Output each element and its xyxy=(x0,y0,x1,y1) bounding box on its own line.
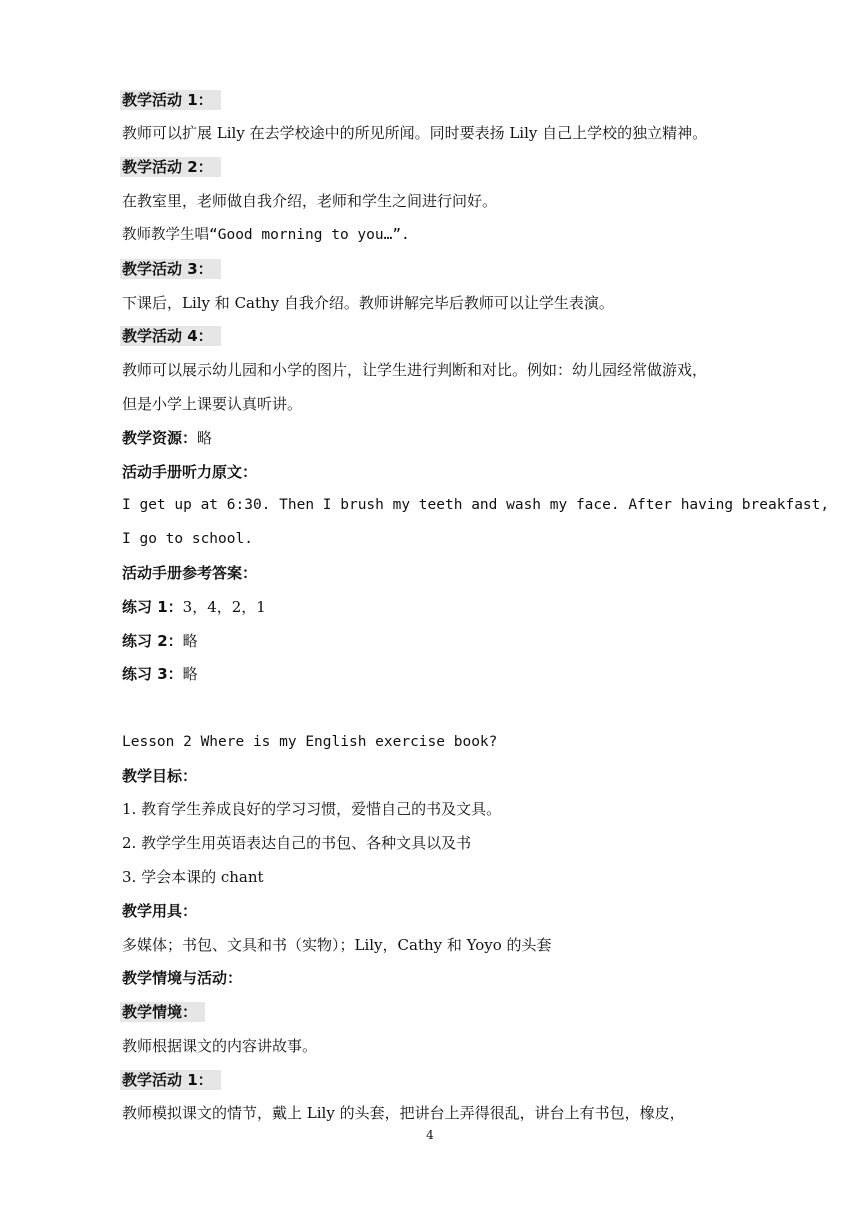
paragraph-line: 下课后，Lily 和 Cathy 自我介绍。教师讲解完毕后教师可以让学生表演。 xyxy=(122,294,614,312)
exercise-value: 略 xyxy=(182,632,198,650)
paragraph-line: 教师模拟课文的情节，戴上 Lily 的头套，把讲台上弄得很乱，讲台上有书包，橡皮， xyxy=(122,1104,685,1122)
exercise-answer xyxy=(122,663,198,685)
lesson-title: Lesson 2 Where is my English exercise book? xyxy=(122,734,498,750)
heading-answer-key: 活动手册参考答案： xyxy=(122,564,258,582)
listening-script-line: I get up at 6:30. Then I brush my teeth and wash my face. After having breakfast, xyxy=(122,497,830,513)
heading-activity-2: 教学活动 2： xyxy=(122,156,221,178)
exercise-answer xyxy=(122,596,266,618)
paragraph-line: 教师可以展示幼儿园和小学的图片，让学生进行判断和对比。例如：幼儿园经常做游戏， xyxy=(122,361,708,379)
goal-item: 3. 学会本课的 chant xyxy=(122,868,264,886)
heading-activity-4: 教学活动 4： xyxy=(122,325,221,347)
heading-teaching-goals: 教学目标： xyxy=(122,767,198,785)
heading-listening-script: 活动手册听力原文： xyxy=(122,463,258,481)
teaching-resources xyxy=(122,427,212,449)
paragraph-line: 在教室里，老师做自我介绍，老师和学生之间进行问好。 xyxy=(122,192,498,210)
goal-item: 1. 教育学生养成良好的学习习惯，爱惜自己的书及文具。 xyxy=(122,800,502,818)
teaching-resources-value: 略 xyxy=(197,429,213,447)
goal-item: 2. 教学学生用英语表达自己的书包、各种文具以及书 xyxy=(122,834,472,852)
teaching-resources-label: 教学资源： xyxy=(122,429,198,447)
exercise-answer xyxy=(122,630,198,652)
exercise-label: 练习 1： xyxy=(122,598,183,616)
listening-script-line: I go to school. xyxy=(122,531,253,547)
paragraph-line: 教师可以扩展 Lily 在去学校途中的所见所闻。同时要表扬 Lily 自己上学校的独立精神。 xyxy=(122,124,708,142)
exercise-label: 练习 2： xyxy=(122,632,183,650)
paragraph-line: 教师根据课文的内容讲故事。 xyxy=(122,1037,318,1055)
heading-teaching-aids: 教学用具： xyxy=(122,902,198,920)
heading-context-activities: 教学情境与活动： xyxy=(122,969,243,987)
heading-activity-1-lesson2: 教学活动 1： xyxy=(122,1069,221,1091)
exercise-value: 3，4，2，1 xyxy=(182,598,266,616)
heading-teaching-context: 教学情境： xyxy=(122,1001,205,1023)
exercise-value: 略 xyxy=(182,665,198,683)
paragraph-line: 多媒体；书包、文具和书（实物）；Lily，Cathy 和 Yoyo 的头套 xyxy=(122,936,552,954)
heading-activity-1: 教学活动 1： xyxy=(122,89,221,111)
heading-activity-3: 教学活动 3： xyxy=(122,258,221,280)
paragraph-line: 但是小学上课要认真听讲。 xyxy=(122,395,303,413)
exercise-label: 练习 3： xyxy=(122,665,183,683)
paragraph-line: 教师教学生唱“Good morning to you…”. xyxy=(122,227,410,243)
page-number: 4 xyxy=(426,1128,434,1142)
